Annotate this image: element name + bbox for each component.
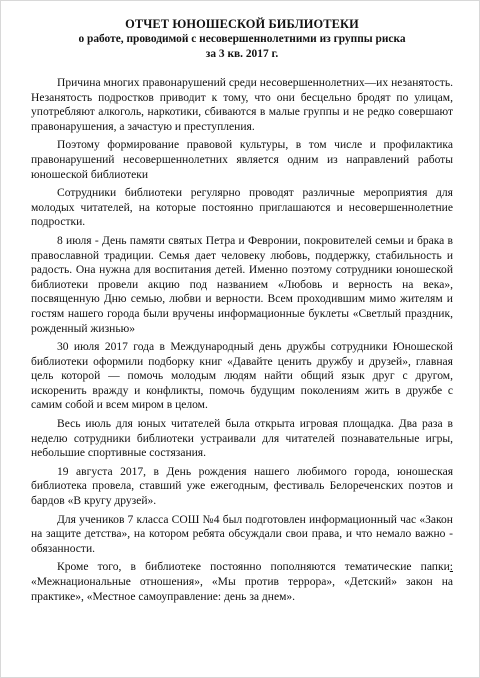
paragraph-1: Причина многих правонарушений среди несовершеннолетних—их незанятость. Незанятость подростков приводит к тому, что они бесцельно бродят по улицам, употребляют алкоголь, наркотики, сбиваются в малые группы и не редко совершают правонарушения, а зачастую и преступления.: [31, 77, 453, 133]
paragraph-5: 30 июля 2017 года в Международный день дружбы сотрудники Юношеской библиотеки оформили подборку книг «Давайте ценить дружбу и друзей», главная цель которой — помочь молодым людям найти общий язык друг с другом, искоренить вражду и конфликты, помочь будущим поколениям жить в дружбе с самим собой и всем миром в целом.: [31, 341, 453, 412]
report-header: [31, 17, 453, 62]
report-title: ОТЧЕТ ЮНОШЕСКОЙ БИБЛИОТЕКИ: [125, 17, 359, 31]
paragraph-2: Поэтому формирование правовой культуры, в том числе и профилактика правонарушений несовершеннолетних является одним из направлений работы юношеской библиотеки: [31, 139, 453, 181]
paragraph-6: Весь июль для юных читателей была открыта игровая площадка. Два раза в неделю сотрудники библиотеки устраивали для читателей познавательные игры, небольшие спортивные состязания.: [31, 418, 453, 460]
paragraph-9-underlined: :: [449, 561, 453, 574]
paragraph-3: Сотрудники библиотеки регулярно проводят различные мероприятия для молодых читателей, на которые постоянно приглашаются и несовершеннолетние подростки.: [31, 187, 453, 229]
paragraph-7: 19 августа 2017, в День рождения нашего любимого города, юношеская библиотека провела, ставший уже ежегодным, фестиваль Белореченских поэтов и бардов «В кругу друзей».: [31, 465, 453, 508]
paragraph-9-prefix: Кроме того, в библиотеке постоянно пополняются тематические папки: [57, 561, 450, 574]
report-period: за 3 кв. 2017 г.: [205, 48, 279, 60]
paragraph-4: 8 июля - День памяти святых Петра и Февронии, покровителей семьи и брака в православной традиции. Семья дает человеку любовь, поддержку, стабильность и радость. Она нужна для воспитания детей. Именно поэтому сотрудники юношеской библиотеки провели акцию под названием «Любовь и верность на века», посвященную Дню семью, любви и верности. Всем проходившим мимо жителям и гостям нашего города были вручены информационные буклеты «Светлый праздник, рожденный жизнью»: [31, 234, 453, 335]
paragraph-9-rest: «Межнациональные отношения», «Мы против террора», «Детский» закон на практике», «Местное самоуправление: день за днем».: [31, 576, 453, 603]
paragraph-8: Для учеников 7 класса СОШ №4 был подготовлен информационный час «Закон на защите детства», на котором ребята обсуждали свои права, и что немало важно - обязанности.: [31, 513, 453, 555]
paragraph-9: [31, 560, 453, 604]
report-subtitle: о работе, проводимой с несовершеннолетними из группы риска: [78, 33, 406, 45]
